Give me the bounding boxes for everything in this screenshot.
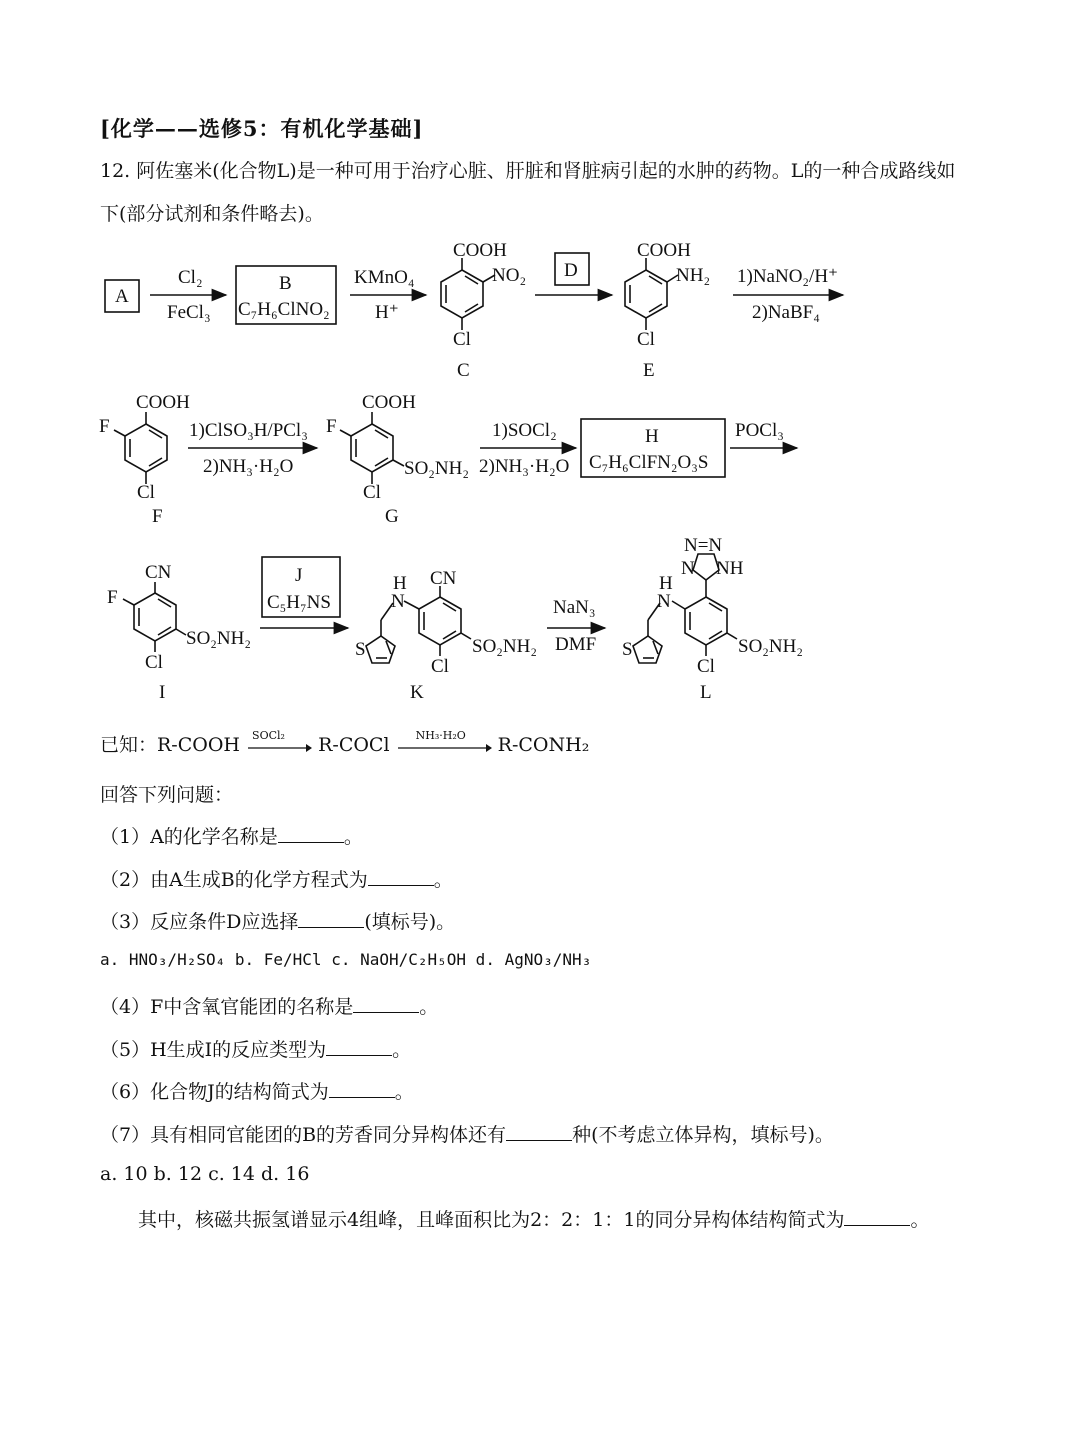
question-2	[100, 865, 453, 892]
question-7	[100, 1120, 834, 1147]
reagent-socl2: 1)SOCl₂	[492, 420, 557, 441]
question-intro-line2: 下(部分试剂和条件略去)。	[100, 203, 324, 225]
known-reagent-socl2: SOCl₂	[252, 729, 285, 742]
known-arrow-2	[396, 729, 492, 755]
reagent-cl2: Cl₂	[178, 267, 203, 288]
label-g: G	[385, 506, 399, 527]
answer-blank-final[interactable]	[844, 1207, 910, 1226]
i-f: F	[107, 587, 118, 608]
formula-j: C₅H₇NS	[267, 592, 331, 613]
reagent-nano2: 1)NaNO₂/H⁺	[737, 266, 839, 287]
answer-blank-7[interactable]	[506, 1122, 572, 1141]
synthesis-scheme	[0, 0, 1080, 720]
options-question-3: a. HNO₃/H₂SO₄ b. Fe/HCl c. NaOH/C₂H₅OH d. AgNO₃/NH₃	[100, 950, 592, 969]
c-cooh: COOH	[453, 240, 507, 261]
thiophene-ring-l	[633, 636, 662, 663]
l-n: N	[657, 591, 671, 612]
k-s: S	[355, 639, 366, 660]
l-so2nh2: SO₂NH₂	[738, 636, 803, 657]
answer-blank-3[interactable]	[298, 909, 364, 928]
label-d: D	[564, 260, 578, 281]
e-nh2: NH₂	[676, 265, 711, 286]
reagent-nabf4: 2)NaBF₄	[752, 302, 820, 323]
label-f: F	[152, 506, 163, 527]
known-prefix: 已知：R-COOH	[100, 734, 240, 756]
question-final-end: 。	[910, 1209, 930, 1231]
label-a: A	[115, 286, 129, 307]
k-cl: Cl	[431, 656, 449, 677]
ring-f	[125, 424, 167, 472]
reagent-clso3h: 1)ClSO₃H/PCl₃	[189, 420, 308, 441]
g-so2nh2: SO₂NH₂	[404, 458, 469, 479]
label-l: L	[700, 682, 712, 703]
ring-c	[441, 270, 483, 318]
answer-blank-2[interactable]	[368, 867, 434, 886]
e-cl: Cl	[637, 329, 655, 350]
question-intro-line1: 12. 阿佐塞米(化合物L)是一种可用于治疗心脏、肝脏和肾脏病引起的水肿的药物。L的一种合成路线如	[100, 160, 956, 182]
question-5-end: 。	[392, 1039, 412, 1061]
question-6-text: （6）化合物J的结构简式为	[100, 1081, 329, 1103]
question-3-text: （3）反应条件D应选择	[100, 911, 299, 933]
answer-blank-4[interactable]	[353, 994, 419, 1013]
ring-e	[625, 270, 667, 318]
reagent-nh3-g: 2)NH₃·H₂O	[203, 456, 294, 477]
formula-h: C₇H₆ClFN₂O₃S	[589, 452, 709, 473]
question-6	[100, 1077, 414, 1104]
section-heading: [化学——选修5：有机化学基础]	[100, 116, 424, 141]
label-e: E	[643, 360, 655, 381]
k-n: N	[391, 591, 405, 612]
f-cooh: COOH	[136, 392, 190, 413]
thiophene-ring-k	[366, 636, 395, 663]
e-cooh: COOH	[637, 240, 691, 261]
i-cl: Cl	[145, 652, 163, 673]
formula-b: C₇H₆ClNO₂	[238, 299, 330, 320]
known-arrow-1	[246, 729, 312, 755]
ring-i	[134, 593, 176, 641]
i-so2nh2: SO₂NH₂	[186, 628, 251, 649]
l-h: H	[659, 573, 673, 594]
reagent-dmf: DMF	[555, 634, 597, 655]
question-1-text: （1）A的化学名称是	[100, 826, 278, 848]
answer-blank-6[interactable]	[329, 1079, 395, 1098]
reagent-h-plus: H⁺	[375, 302, 399, 323]
k-so2nh2: SO₂NH₂	[472, 636, 537, 657]
l-tetrazole-nn: N=N	[684, 535, 723, 556]
l-cl: Cl	[697, 656, 715, 677]
question-5-text: （5）H生成I的反应类型为	[100, 1039, 327, 1061]
l-s: S	[622, 639, 633, 660]
label-c: C	[457, 360, 470, 381]
question-7-text: （7）具有相同官能团的B的芳香同分异构体还有	[100, 1124, 507, 1146]
question-5	[100, 1035, 411, 1062]
ring-g	[351, 424, 393, 472]
k-h: H	[393, 573, 407, 594]
f-cl: Cl	[137, 482, 155, 503]
known-reagent-nh3: NH₃·H₂O	[415, 729, 466, 742]
question-1	[100, 822, 363, 849]
reagent-kmno4: KMnO₄	[354, 267, 415, 288]
g-f: F	[326, 416, 337, 437]
label-h: H	[645, 426, 659, 447]
question-final-text: 其中，核磁共振氢谱显示4组峰，且峰面积比为2：2：1：1的同分异构体结构简式为	[138, 1209, 845, 1231]
answer-blank-5[interactable]	[326, 1037, 392, 1056]
question-2-end: 。	[433, 869, 453, 891]
l-tetrazole-nh: NH	[716, 558, 744, 579]
reagent-fecl3: FeCl₃	[167, 302, 211, 323]
ring-l	[685, 597, 727, 645]
label-j: J	[295, 565, 303, 586]
question-4	[100, 992, 438, 1019]
known-reaction	[100, 730, 589, 757]
question-6-end: 。	[394, 1081, 414, 1103]
k-cn: CN	[430, 568, 457, 589]
answer-prompt: 回答下列问题：	[100, 784, 234, 806]
g-cl: Cl	[363, 482, 381, 503]
reagent-nh3-h: 2)NH₃·H₂O	[479, 456, 570, 477]
label-b: B	[279, 273, 292, 294]
reagent-nan3: NaN₃	[553, 597, 596, 618]
known-end: R-CONH₂	[497, 734, 590, 756]
l-tetrazole-n: N	[681, 558, 695, 579]
question-4-text: （4）F中含氧官能团的名称是	[100, 996, 354, 1018]
label-i: I	[159, 682, 166, 703]
known-mid: R-COCl	[318, 734, 390, 756]
question-2-text: （2）由A生成B的化学方程式为	[100, 869, 368, 891]
question-3	[100, 907, 455, 934]
question-7-end: 种(不考虑立体异构，填标号)。	[572, 1124, 834, 1146]
options-question-7: a. 10 b. 12 c. 14 d. 16	[100, 1163, 310, 1185]
g-cooh: COOH	[362, 392, 416, 413]
answer-blank-1[interactable]	[278, 824, 344, 843]
label-k: K	[410, 682, 424, 703]
question-4-end: 。	[419, 996, 439, 1018]
question-1-end: 。	[343, 826, 363, 848]
question-3-end: (填标号)。	[364, 911, 456, 933]
reagent-pocl3: POCl₃	[735, 420, 784, 441]
c-cl: Cl	[453, 329, 471, 350]
f-f: F	[99, 416, 110, 437]
i-cn: CN	[145, 562, 172, 583]
ring-k	[419, 597, 461, 645]
c-no2: NO₂	[492, 265, 527, 286]
question-final	[138, 1205, 929, 1232]
